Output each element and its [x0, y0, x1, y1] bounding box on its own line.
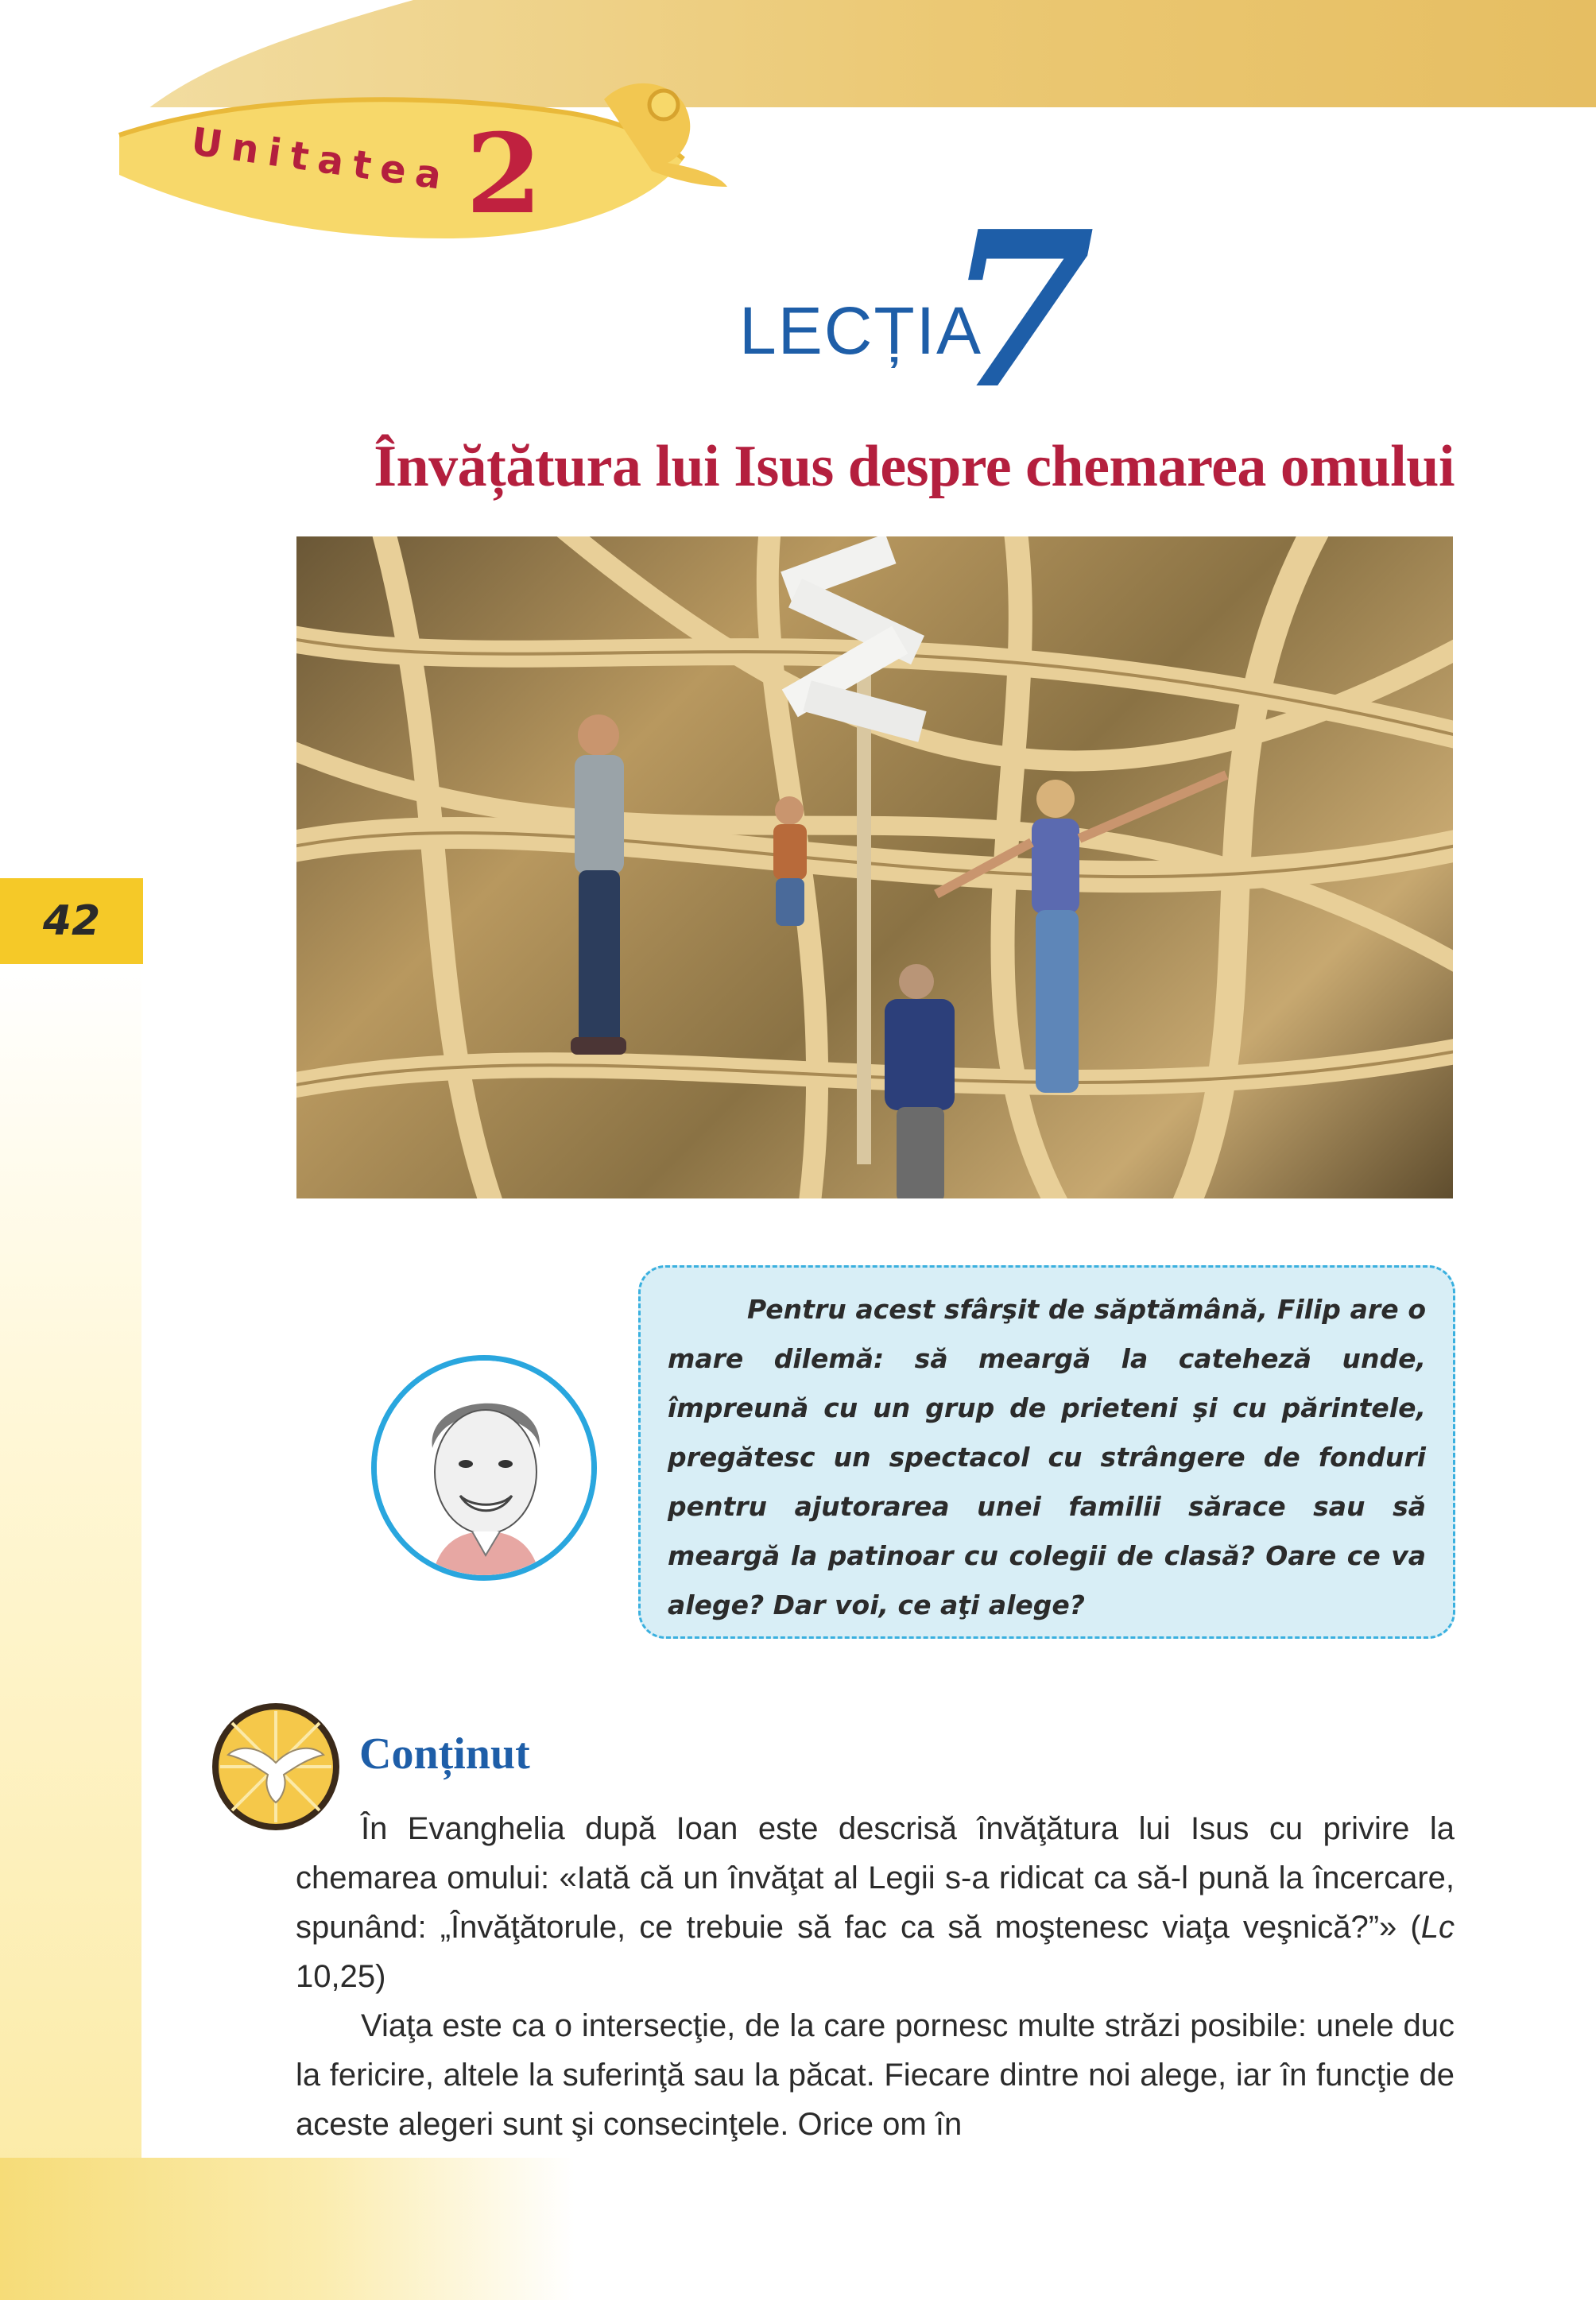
scenario-speech-box [638, 1265, 1455, 1639]
unit-label: Unitatea [188, 119, 454, 200]
body-paragraph-1 [296, 1804, 1455, 2001]
highway-intersection-image [296, 536, 1453, 1198]
paragraph-1-text: În Evanghelia după Ioan este descrisă învăţătura lui Isus cu privire la chemarea omului: «Iată că un învăţat al Legii s-a ridicat ca să-l pună la încercare, spunând: „Învăţătorule, ce trebuie să fac ca să moştenesc viaţa veşnică?”» ( [296, 1811, 1455, 1945]
scripture-reference-book: Lc [1420, 1910, 1455, 1945]
lesson-label: LECȚIA [739, 293, 983, 368]
lesson-title: Învățătura lui Isus despre chemarea omului [374, 434, 1455, 499]
boy-portrait-sketch [377, 1361, 591, 1575]
body-paragraph-2: Viaţa este ca o intersecţie, de la care pornesc multe străzi posibile: unele duc la fericire, altele la suferinţă sau la păcat. Fiecare dintre noi alege, iar în funcţie de aceste alegeri sunt şi consecinţele. Orice om în [296, 2008, 1455, 2142]
left-margin-strip [0, 962, 141, 2300]
section-title-content: Conținut [359, 1729, 530, 1779]
page-number-tab [0, 878, 143, 964]
scenario-text: Pentru acest sfârşit de săptămână, Filip are o mare dilemă: să meargă la cateheză unde, împreună cu un grup de prieteni şi cu părintele, pregătesc un spectacol cu strângere de fonduri pentru ajutorarea unei familii sărace sau să meargă la patinoar cu colegii de clasă? Oare ce va alege? Dar voi, ce aţi alege? [668, 1294, 1426, 1620]
lesson-number: 7 [946, 184, 1095, 436]
man-figure [571, 714, 626, 1055]
bottom-gradient-band [0, 2158, 1596, 2300]
child-figure [773, 796, 807, 926]
unit-number: 2 [466, 109, 543, 238]
scripture-reference-verse: 10,25) [296, 1959, 386, 1994]
highway-illustration [296, 536, 1453, 1198]
page-number: 42 [42, 897, 101, 945]
lesson-body [296, 1804, 1455, 2149]
boy-avatar [371, 1355, 597, 1581]
older-man-figure [885, 964, 955, 1198]
